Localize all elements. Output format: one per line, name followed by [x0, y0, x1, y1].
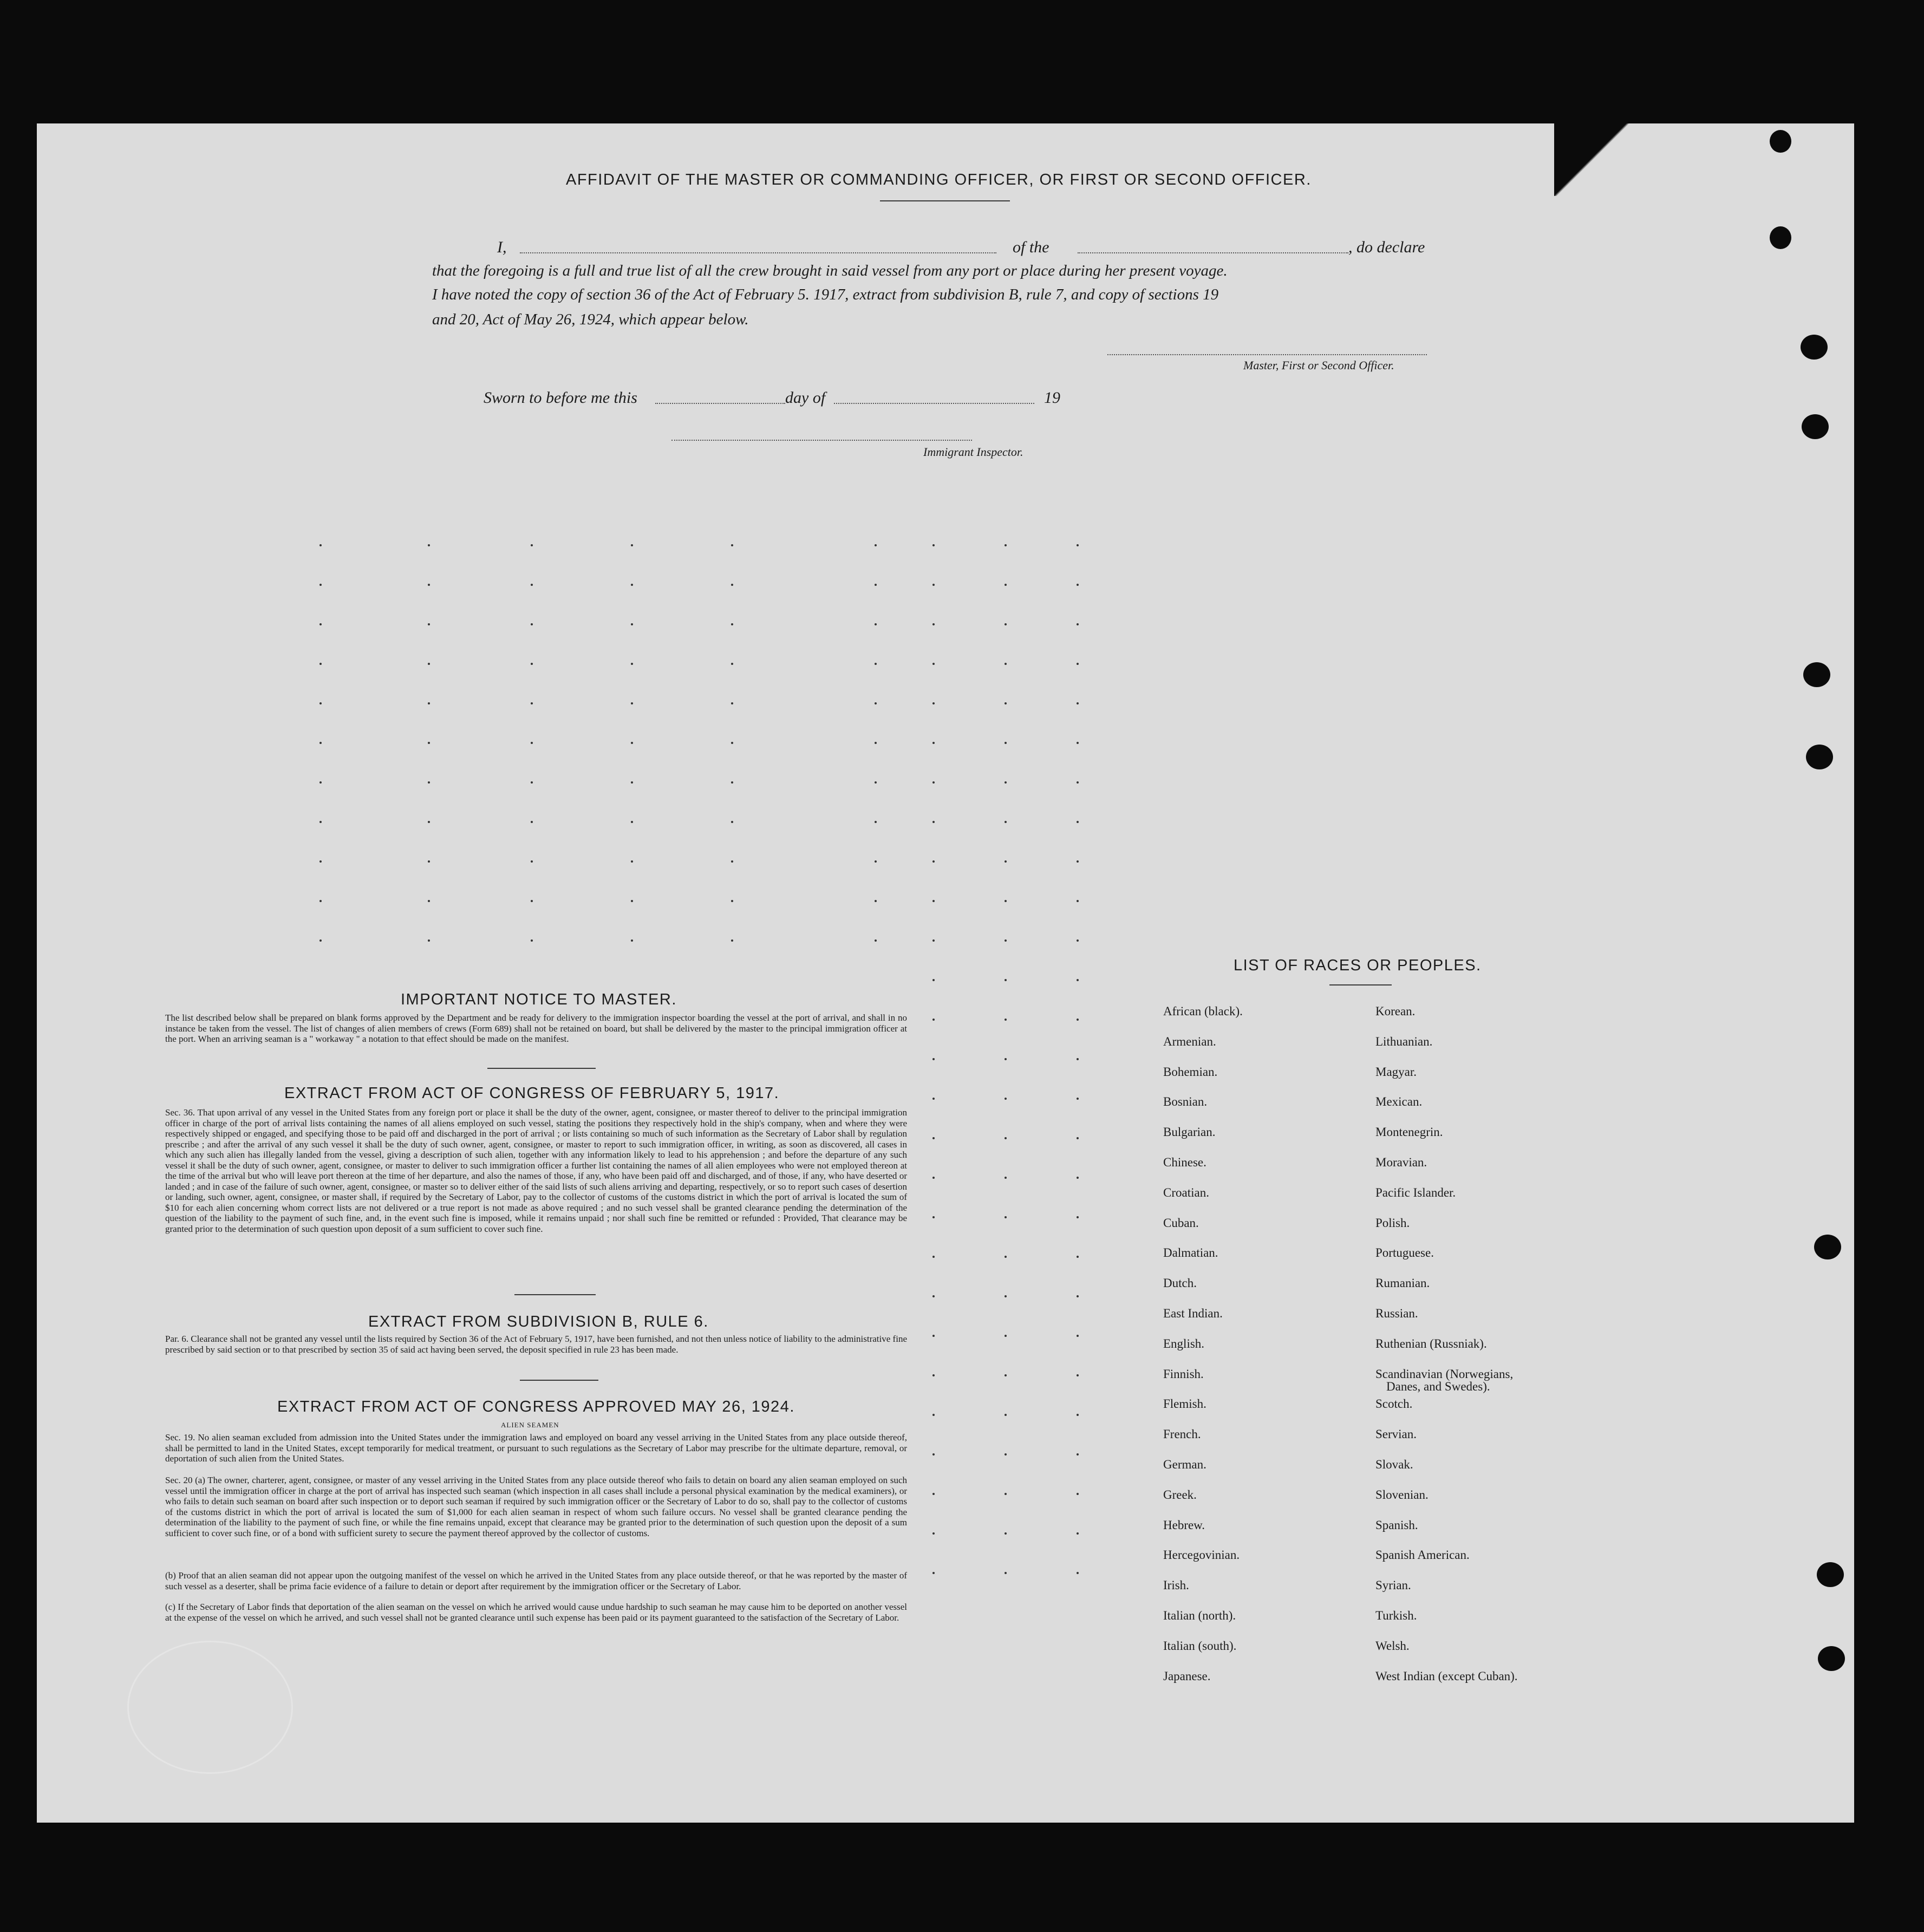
- race-item: Japanese.: [1163, 1669, 1211, 1683]
- stray-dot: [1077, 1058, 1079, 1060]
- stray-dot: [875, 742, 877, 744]
- stray-dot: [631, 544, 633, 546]
- stray-dot: [319, 544, 322, 546]
- race-item: Finnish.: [1163, 1367, 1204, 1381]
- race-item: Portuguese.: [1375, 1246, 1434, 1260]
- stray-dot: [1077, 1295, 1079, 1297]
- stray-dot: [1005, 742, 1007, 744]
- folded-corner: [1554, 120, 1635, 196]
- stray-dot: [631, 663, 633, 665]
- stray-dot: [1005, 1493, 1007, 1495]
- stray-dot: [1077, 1453, 1079, 1455]
- affidavit-line-4: and 20, Act of May 26, 1924, which appear below.: [432, 311, 749, 328]
- stray-dot: [1077, 1216, 1079, 1218]
- race-item: Hercegovinian.: [1163, 1548, 1240, 1562]
- race-item: Slovenian.: [1375, 1487, 1429, 1502]
- stray-dot: [428, 742, 430, 744]
- stray-dot: [731, 939, 733, 942]
- stray-dot: [932, 1493, 935, 1495]
- stray-dot: [631, 584, 633, 586]
- stray-dot: [1005, 1335, 1007, 1337]
- stray-dot: [731, 663, 733, 665]
- stray-dot: [1077, 663, 1079, 665]
- stray-dot: [731, 742, 733, 744]
- affidavit-declare: , do declare: [1348, 238, 1425, 256]
- stray-dot: [731, 544, 733, 546]
- stray-dot: [731, 900, 733, 902]
- stray-dot: [531, 821, 533, 823]
- stray-dot: [932, 1374, 935, 1376]
- races-heading: LIST OF RACES OR PEOPLES.: [1234, 957, 1482, 974]
- document-page: [37, 123, 1854, 1823]
- stray-dot: [428, 623, 430, 625]
- stray-dot: [1005, 1216, 1007, 1218]
- race-item: German.: [1163, 1458, 1206, 1471]
- stray-dot: [875, 821, 877, 823]
- stray-dot: [1005, 1414, 1007, 1416]
- race-item: Spanish.: [1375, 1518, 1418, 1532]
- race-item: Pacific Islander.: [1375, 1185, 1456, 1199]
- stray-dot: [932, 1058, 935, 1060]
- race-item: Hebrew.: [1163, 1518, 1205, 1532]
- race-item: Bohemian.: [1163, 1065, 1218, 1079]
- affidavit-i: I,: [497, 238, 507, 256]
- binder-hole: [1770, 130, 1791, 153]
- stray-dot: [1005, 1295, 1007, 1297]
- inspector-signature-line[interactable]: [671, 440, 972, 441]
- stray-dot: [932, 1572, 935, 1574]
- race-item: English.: [1163, 1336, 1205, 1350]
- race-item: Croatian.: [1163, 1185, 1209, 1199]
- stray-dot: [1077, 1493, 1079, 1495]
- stray-dot: [631, 860, 633, 863]
- stray-dot: [1077, 623, 1079, 625]
- stray-dot: [932, 1335, 935, 1337]
- sworn-day-blank[interactable]: [655, 403, 785, 404]
- stray-dot: [631, 702, 633, 704]
- stray-dot: [1005, 1374, 1007, 1376]
- stray-dot: [428, 900, 430, 902]
- year-label: 19: [1044, 389, 1060, 407]
- stray-dot: [932, 1216, 935, 1218]
- race-item: Korean.: [1375, 1004, 1416, 1018]
- divider: [520, 1380, 598, 1381]
- race-item: Italian (north).: [1163, 1609, 1236, 1622]
- race-item: East Indian.: [1163, 1307, 1223, 1320]
- stray-dot: [1077, 1374, 1079, 1376]
- master-signature-line[interactable]: [1107, 354, 1427, 355]
- stray-dot: [531, 939, 533, 942]
- stray-dot: [1077, 1137, 1079, 1139]
- stray-dot: [1005, 1177, 1007, 1179]
- stray-dot: [875, 544, 877, 546]
- race-item: Italian (south).: [1163, 1639, 1237, 1653]
- race-item: Armenian.: [1163, 1034, 1216, 1048]
- stray-dot: [631, 939, 633, 942]
- race-item: Montenegrin.: [1375, 1125, 1443, 1139]
- stray-dot: [531, 702, 533, 704]
- race-item: Syrian.: [1375, 1578, 1411, 1592]
- vessel-blank[interactable]: [1078, 252, 1348, 253]
- stray-dot: [731, 702, 733, 704]
- stray-dot: [531, 544, 533, 546]
- stray-dot: [932, 584, 935, 586]
- divider: [514, 1294, 596, 1295]
- affidavit-line-3: I have noted the copy of section 36 of the Act of February 5. 1917, extract from subdivision B, rule 7, and copy of sections 19: [432, 286, 1219, 303]
- stray-dot: [1005, 939, 1007, 942]
- binder-hole: [1806, 745, 1833, 769]
- stray-dot: [932, 979, 935, 981]
- race-item: Moravian.: [1375, 1156, 1427, 1169]
- stray-dot: [1077, 1572, 1079, 1574]
- stray-dot: [875, 663, 877, 665]
- stray-dot: [1005, 900, 1007, 902]
- stray-dot: [531, 900, 533, 902]
- stray-dot: [1005, 1058, 1007, 1060]
- stray-dot: [531, 623, 533, 625]
- stray-dot: [1005, 663, 1007, 665]
- stray-dot: [1077, 781, 1079, 784]
- stray-dot: [932, 702, 935, 704]
- race-item: Polish.: [1375, 1216, 1410, 1230]
- affidavit-heading: AFFIDAVIT OF THE MASTER OR COMMANDING OFFICER, OR FIRST OR SECOND OFFICER.: [566, 171, 1312, 188]
- stray-dot: [875, 939, 877, 942]
- race-item: Slovak.: [1375, 1458, 1413, 1471]
- stray-dot: [1077, 584, 1079, 586]
- stray-dot: [875, 781, 877, 784]
- stray-dot: [1005, 1137, 1007, 1139]
- stray-dot: [428, 860, 430, 863]
- stray-dot: [932, 900, 935, 902]
- race-item: French.: [1163, 1427, 1201, 1441]
- stray-dot: [631, 900, 633, 902]
- name-blank[interactable]: [520, 252, 996, 253]
- binder-hole: [1802, 414, 1829, 439]
- race-item: Dalmatian.: [1163, 1246, 1218, 1260]
- stray-dot: [428, 781, 430, 784]
- stray-dot: [932, 742, 935, 744]
- race-item: Dutch.: [1163, 1276, 1197, 1290]
- stray-dot: [531, 860, 533, 863]
- stray-dot: [319, 860, 322, 863]
- race-item: Rumanian.: [1375, 1276, 1430, 1290]
- race-item: Ruthenian (Russniak).: [1375, 1336, 1487, 1350]
- stray-dot: [932, 821, 935, 823]
- stray-dot: [428, 584, 430, 586]
- stray-dot: [932, 1019, 935, 1021]
- stray-dot: [1077, 1256, 1079, 1258]
- stray-dot: [1077, 979, 1079, 981]
- binder-hole: [1801, 335, 1828, 360]
- subdivision-heading: EXTRACT FROM SUBDIVISION B, RULE 6.: [368, 1313, 709, 1330]
- stray-dot: [1005, 1019, 1007, 1021]
- stray-dot: [1005, 1256, 1007, 1258]
- binder-hole: [1818, 1646, 1845, 1671]
- stray-dot: [932, 623, 935, 625]
- stray-dot: [1077, 1532, 1079, 1535]
- race-item: Servian.: [1375, 1427, 1417, 1441]
- day-of-label: day of: [785, 389, 826, 407]
- stray-dot: [1005, 1453, 1007, 1455]
- stray-dot: [319, 900, 322, 902]
- stray-dot: [428, 702, 430, 704]
- stray-dot: [875, 900, 877, 902]
- divider: [487, 1068, 596, 1069]
- race-item: Welsh.: [1375, 1639, 1410, 1653]
- race-item: Greek.: [1163, 1487, 1197, 1502]
- race-item: Russian.: [1375, 1307, 1418, 1320]
- stray-dot: [932, 860, 935, 863]
- stray-dot: [631, 742, 633, 744]
- divider: [880, 200, 1010, 201]
- stray-dot: [1077, 1019, 1079, 1021]
- stray-dot: [1077, 1098, 1079, 1100]
- stray-dot: [1005, 781, 1007, 784]
- sworn-label: Sworn to before me this: [484, 389, 637, 407]
- stray-dot: [319, 781, 322, 784]
- notice-heading: IMPORTANT NOTICE TO MASTER.: [401, 991, 677, 1008]
- stray-dot: [932, 1256, 935, 1258]
- race-item: West Indian (except Cuban).: [1375, 1669, 1518, 1683]
- sec-19-text: Sec. 19. No alien seaman excluded from admission into the United States under the immigration laws and employed on board any vessel arriving in the United States from any place outside thereof, shall be permitted to land in the United States, except temporarily for medical treatment, or pursuant to such regulations as the Secretary of Labor may prescribe for the ultimate departure, removal, or deportation of such alien from the United States.: [165, 1432, 907, 1464]
- stray-dot: [1005, 1532, 1007, 1535]
- race-item: Magyar.: [1375, 1065, 1417, 1079]
- stray-dot: [731, 860, 733, 863]
- stray-dot: [731, 781, 733, 784]
- sworn-month-blank[interactable]: [834, 403, 1034, 404]
- sec-20c-text: (c) If the Secretary of Labor finds that deportation of the alien seaman on the vessel on which he arrived would cause undue hardship to such seaman he may cause him to be deported on another vessel at the expense of the vessel on which he arrived, and such vessel shall not be granted clearance until such expense has been paid or its payment guaranteed to the satisfaction of the Secretary of Labor.: [165, 1602, 907, 1623]
- binder-hole: [1814, 1235, 1841, 1259]
- stray-dot: [1005, 821, 1007, 823]
- stray-dot: [1077, 1335, 1079, 1337]
- stray-dot: [932, 544, 935, 546]
- stray-dot: [1077, 702, 1079, 704]
- sec-20a-text: Sec. 20 (a) The owner, charterer, agent, consignee, or master of any vessel arriving in the United States from any place outside thereof who fails to detain on board any alien seaman employed on such vessel until the immigration officer in charge at the port of arrival has inspected such seaman (which inspection in all cases shall include a personal physical examination by the medical examiners), or who fails to detain such seaman on board after such inspection or to deport such seaman if required by such immigration officer or the Secretary of Labor to do so, shall pay to the collector of customs of the customs district in which the port of arrival is located the sum of $1,000 for each alien seaman in respect of whom such failure occurs. No vessel shall be granted clearance pending the determination of the liability to the payment of such fine, or while the fine remains unpaid, except that clearance may be granted prior to the determination of such question upon the deposit of a sum sufficient to cover such fine, or of a bond with sufficient surety to secure the payment thereof approved by the collector of customs.: [165, 1475, 907, 1538]
- stray-dot: [932, 1177, 935, 1179]
- stray-dot: [319, 663, 322, 665]
- stray-dot: [319, 939, 322, 942]
- race-item: Bulgarian.: [1163, 1125, 1216, 1139]
- binder-hole: [1770, 226, 1791, 249]
- stray-dot: [428, 663, 430, 665]
- race-continuation: Danes, and Swedes).: [1386, 1380, 1490, 1393]
- stray-dot: [1005, 979, 1007, 981]
- race-item: Spanish American.: [1375, 1548, 1470, 1562]
- stray-dot: [319, 584, 322, 586]
- race-item: Cuban.: [1163, 1216, 1199, 1230]
- binder-hole: [1803, 662, 1830, 687]
- stray-dot: [1077, 900, 1079, 902]
- stray-dot: [932, 663, 935, 665]
- race-item: Bosnian.: [1163, 1095, 1208, 1109]
- stray-dot: [1005, 1098, 1007, 1100]
- stray-dot: [1005, 702, 1007, 704]
- stray-dot: [932, 1098, 935, 1100]
- stray-dot: [319, 623, 322, 625]
- race-item: Irish.: [1163, 1578, 1189, 1592]
- stray-dot: [319, 702, 322, 704]
- notice-text: The list described below shall be prepared on blank forms approved by the Department and be ready for delivery to the immigration inspector boarding the vessel at the port of arrival, and shall in no instance be taken from the vessel. The list of changes of alien members of crews (Form 689) shall not be retained on board, but shall be delivered by the master to the principal immigration officer at the port. When an arriving seaman is a " workaway " a notation to that effect should be made on the manifest.: [165, 1013, 907, 1044]
- stray-dot: [932, 1137, 935, 1139]
- stray-dot: [319, 821, 322, 823]
- master-signature-label: Master, First or Second Officer.: [1243, 358, 1394, 372]
- stray-dot: [1005, 860, 1007, 863]
- stray-dot: [428, 821, 430, 823]
- stray-dot: [631, 821, 633, 823]
- stray-dot: [932, 939, 935, 942]
- extract-1917-text: Sec. 36. That upon arrival of any vessel in the United States from any foreign port or place it shall be the duty of the owner, agent, consignee, or master thereof to deliver to the principal immigration officer in charge of the port of arrival lists containing the names of all aliens employed on such vessel, stating the positions they respectively hold in the ship's company, when and where they were respectively shipped or engaged, and specifying those to be paid off and discharged in the port of arrival ; or lists containing so much of such information as the Secretary of Labor shall by regulation prescribe ; and after the arrival of any such vessel it shall be the duty of such owner, agent, consignee, or master to report to such immigration officer, in writing, as soon as discovered, all cases in which any such alien has illegally landed from the vessel, giving a description of such alien, together with any information likely to lead to his apprehension ; and before the departure of any such vessel it shall be the duty of such owner, agent, consignee, or master to deliver to such immigration officer a further list containing the names of all alien employees who were not employed thereon at the time of the arrival but who will leave port thereon at the time of her departure, and also the names of those, if any, who have been paid off and discharged, and of those, if any, who have deserted or landed ; and in case of the failure of such owner, agent, consignee, or master so to deliver either of the said lists of such aliens arriving and departing, respectively, or so to report such cases of desertion or landing, such owner, agent, consignee, or master shall, if required by the Secretary of Labor, pay to the collector of customs of the customs district in which the port of arrival is located the sum of $10 for each alien concerning whom correct lists are not delivered or a true report is not made as above required ; and no such vessel shall be granted clearance pending the determination of the question of the liability to the payment of such fine, and, in the event such fine is imposed, while it remains unpaid ; nor shall such fine be remitted or refunded : Provided, That clearance may be granted prior to the determination of such question upon deposit of a sum sufficient to cover such fine.: [165, 1107, 907, 1234]
- stray-dot: [428, 939, 430, 942]
- race-item: Chinese.: [1163, 1156, 1206, 1169]
- extract-1924-heading: EXTRACT FROM ACT OF CONGRESS APPROVED MAY 26, 1924.: [277, 1398, 795, 1415]
- stray-dot: [1005, 544, 1007, 546]
- stray-dot: [631, 781, 633, 784]
- race-item: Flemish.: [1163, 1397, 1206, 1411]
- divider: [1329, 984, 1392, 985]
- stray-dot: [1005, 623, 1007, 625]
- stray-dot: [875, 860, 877, 863]
- stray-dot: [531, 781, 533, 784]
- stray-dot: [932, 1532, 935, 1535]
- stray-dot: [1005, 1572, 1007, 1574]
- race-item: Mexican.: [1375, 1095, 1423, 1109]
- race-item: African (black).: [1163, 1004, 1243, 1018]
- stray-dot: [731, 821, 733, 823]
- stray-dot: [731, 584, 733, 586]
- binder-hole: [1817, 1562, 1844, 1587]
- stray-dot: [932, 1295, 935, 1297]
- stray-dot: [1005, 584, 1007, 586]
- stray-dot: [1077, 544, 1079, 546]
- stray-dot: [1077, 821, 1079, 823]
- stray-dot: [932, 1414, 935, 1416]
- stray-dot: [1077, 1177, 1079, 1179]
- stray-dot: [531, 742, 533, 744]
- embossed-seal: [127, 1641, 293, 1774]
- stray-dot: [1077, 860, 1079, 863]
- stray-dot: [428, 544, 430, 546]
- stray-dot: [531, 663, 533, 665]
- race-item: Turkish.: [1375, 1609, 1417, 1622]
- race-item: Lithuanian.: [1375, 1034, 1433, 1048]
- affidavit-of-the: of the: [1013, 238, 1049, 256]
- stray-dot: [932, 1453, 935, 1455]
- stray-dot: [1077, 742, 1079, 744]
- subdivision-text: Par. 6. Clearance shall not be granted any vessel until the lists required by Section 36 of the Act of February 5, 1917, have been furnished, and not then unless notice of liability to the administrative fine prescribed by said section or to that prescribed by section 35 of said act having been served, the deposit specified in rule 23 has been made.: [165, 1334, 907, 1355]
- affidavit-line-2: that the foregoing is a full and true list of all the crew brought in said vessel from any port or place during her present voyage.: [432, 262, 1228, 279]
- stray-dot: [1077, 939, 1079, 942]
- stray-dot: [875, 702, 877, 704]
- extract-1917-heading: EXTRACT FROM ACT OF CONGRESS OF FEBRUARY 5, 1917.: [284, 1085, 780, 1102]
- stray-dot: [875, 584, 877, 586]
- alien-seamen-subheading: ALIEN SEAMEN: [501, 1421, 559, 1429]
- race-item: Scandinavian (Norwegians,: [1375, 1367, 1514, 1381]
- stray-dot: [932, 781, 935, 784]
- race-item: Scotch.: [1375, 1397, 1413, 1411]
- inspector-label: Immigrant Inspector.: [923, 445, 1023, 459]
- stray-dot: [1077, 1414, 1079, 1416]
- stray-dot: [631, 623, 633, 625]
- stray-dot: [319, 742, 322, 744]
- sec-20b-text: (b) Proof that an alien seaman did not appear upon the outgoing manifest of the vessel on which he arrived in the United States from any place outside thereof, or that he was reported by the master of such vessel as a deserter, shall be prima facie evidence of a failure to detain or deport after requirement by the immigration officer or the Secretary of Labor.: [165, 1570, 907, 1591]
- stray-dot: [531, 584, 533, 586]
- stray-dot: [731, 623, 733, 625]
- stray-dot: [875, 623, 877, 625]
